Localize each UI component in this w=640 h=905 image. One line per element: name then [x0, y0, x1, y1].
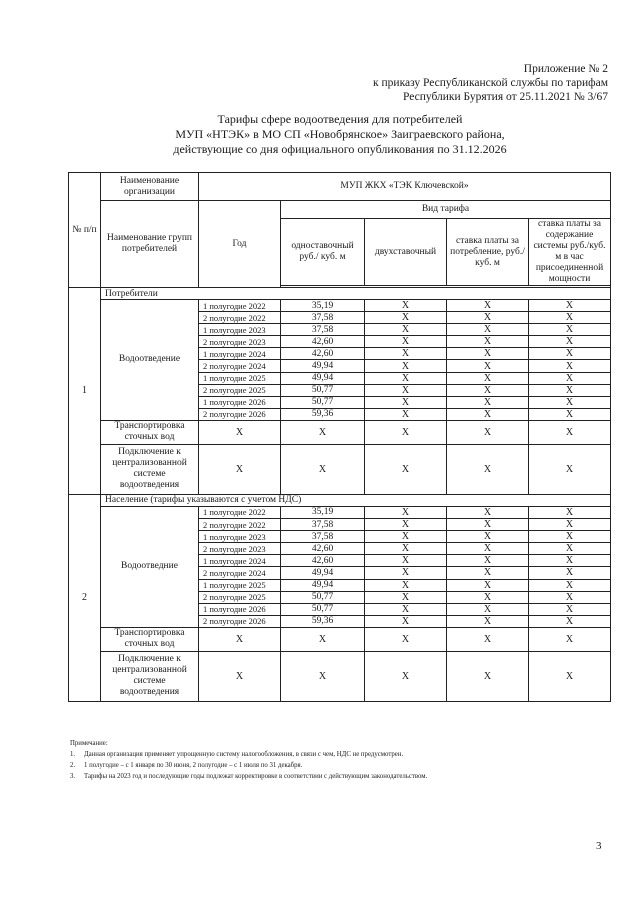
connection-label: Подключение к централизованной системе водоотведения — [101, 651, 199, 701]
single-rate-cell: 42,60 — [281, 336, 365, 348]
single-rate-cell: 35,19 — [281, 300, 365, 312]
rate-capacity-cell: X — [529, 543, 611, 555]
period-cell: 2 полугодие 2026 — [199, 615, 281, 627]
rate-capacity-cell: X — [529, 506, 611, 518]
period-cell: 1 полугодие 2025 — [199, 579, 281, 591]
double-rate-cell: X — [365, 384, 447, 396]
transport-row — [69, 420, 611, 444]
connection-cap-cell: X — [529, 651, 611, 701]
note-item: 1. Данная организация применяет упрощенную систему налогообложения, в связи с чем, НДС не предусмотрен. — [70, 751, 404, 758]
section-label-row — [69, 494, 611, 506]
rate-capacity-cell: X — [529, 300, 611, 312]
rate-consumption-cell: X — [447, 348, 529, 360]
rate-consumption-cell: X — [447, 603, 529, 615]
rate-capacity-cell: X — [529, 531, 611, 543]
rate-capacity-cell: X — [529, 360, 611, 372]
section-number: 1 — [69, 288, 101, 495]
transport-single-cell: X — [281, 627, 365, 651]
transport-cons-cell: X — [447, 420, 529, 444]
double-rate-cell: X — [365, 336, 447, 348]
rate-consumption-cell: X — [447, 384, 529, 396]
rate-consumption-cell: X — [447, 555, 529, 567]
period-cell: 1 полугодие 2026 — [199, 396, 281, 408]
rate-consumption-cell: X — [447, 506, 529, 518]
title-line-3: действующие со дня официального опубликования по 31.12.2026 — [173, 142, 507, 156]
single-rate-cell: 42,60 — [281, 543, 365, 555]
rate-capacity-cell: X — [529, 579, 611, 591]
double-rate-cell: X — [365, 300, 447, 312]
transport-year-cell: X — [199, 420, 281, 444]
double-rate-cell: X — [365, 603, 447, 615]
title-line-1: Тарифы сфере водоотведения для потребителей — [217, 112, 463, 126]
note-item: 2. 1 полугодие – с 1 января по 30 июня, 2 полугодие – с 1 июля по 31 декабря. — [70, 762, 303, 769]
double-rate-cell: X — [365, 615, 447, 627]
period-cell: 2 полугодие 2024 — [199, 567, 281, 579]
double-rate-cell: X — [365, 543, 447, 555]
rate-consumption-cell: X — [447, 312, 529, 324]
double-rate-cell: X — [365, 567, 447, 579]
rate-capacity-cell: X — [529, 384, 611, 396]
single-rate-cell: 50,77 — [281, 396, 365, 408]
single-rate-cell: 37,58 — [281, 531, 365, 543]
period-cell: 2 полугодие 2022 — [199, 312, 281, 324]
organization-name: МУП ЖКХ «ТЭК Ключевской» — [199, 173, 611, 201]
connection-double-cell: X — [365, 444, 447, 494]
connection-single-cell: X — [281, 651, 365, 701]
double-rate-cell: X — [365, 519, 447, 531]
service-name: Водоотведение — [101, 300, 199, 421]
rate-consumption-cell: X — [447, 408, 529, 420]
appendix-line-2: к приказу Республиканской службы по тарифам — [373, 77, 608, 89]
header-double-rate: двухставочный — [365, 219, 447, 286]
appendix-line-3: Республики Бурятия от 25.11.2021 № 3/67 — [402, 91, 608, 103]
period-cell: 2 полугодие 2025 — [199, 591, 281, 603]
header-rate-capacity: ставка платы за содержание системы руб./куб. м в час присоединенной мощности — [529, 219, 611, 286]
appendix-line-1: Приложение № 2 — [523, 63, 608, 75]
transport-label: Транспортировка сточных вод — [101, 627, 199, 651]
double-rate-cell: X — [365, 408, 447, 420]
period-cell: 2 полугодие 2023 — [199, 336, 281, 348]
period-cell: 2 полугодие 2022 — [199, 519, 281, 531]
single-rate-cell: 59,36 — [281, 408, 365, 420]
double-rate-cell: X — [365, 348, 447, 360]
single-rate-cell: 37,58 — [281, 312, 365, 324]
double-rate-cell: X — [365, 324, 447, 336]
rate-consumption-cell: X — [447, 567, 529, 579]
title-line-2: МУП «НТЭК» в МО СП «Новобрянское» Заиграевского района, — [175, 127, 505, 141]
appendix-header — [288, 62, 608, 104]
tariff-table — [68, 172, 611, 702]
rate-consumption-cell: X — [447, 372, 529, 384]
rate-capacity-cell: X — [529, 408, 611, 420]
header-consumer-groups: Наименование групп потребителей — [101, 201, 199, 288]
connection-cons-cell: X — [447, 651, 529, 701]
single-rate-cell: 49,94 — [281, 372, 365, 384]
rate-capacity-cell: X — [529, 555, 611, 567]
period-cell: 1 полугодие 2025 — [199, 372, 281, 384]
double-rate-cell: X — [365, 506, 447, 518]
transport-cap-cell: X — [529, 420, 611, 444]
single-rate-cell: 49,94 — [281, 360, 365, 372]
section-label-row — [69, 288, 611, 300]
rate-consumption-cell: X — [447, 531, 529, 543]
header-number: № п/п — [69, 173, 101, 288]
table-row — [69, 506, 611, 518]
double-rate-cell: X — [365, 312, 447, 324]
rate-consumption-cell: X — [447, 591, 529, 603]
rate-capacity-cell: X — [529, 567, 611, 579]
rate-capacity-cell: X — [529, 324, 611, 336]
period-cell: 1 полугодие 2024 — [199, 555, 281, 567]
transport-label: Транспортировка сточных вод — [101, 420, 199, 444]
rate-consumption-cell: X — [447, 300, 529, 312]
rate-consumption-cell: X — [447, 360, 529, 372]
notes — [70, 738, 610, 782]
period-cell: 2 полугодие 2025 — [199, 384, 281, 396]
notes-heading: Примечание: — [70, 740, 108, 747]
connection-cap-cell: X — [529, 444, 611, 494]
period-cell: 1 полугодие 2024 — [199, 348, 281, 360]
connection-year-cell: X — [199, 444, 281, 494]
rate-capacity-cell: X — [529, 312, 611, 324]
double-rate-cell: X — [365, 372, 447, 384]
period-cell: 1 полугодие 2023 — [199, 531, 281, 543]
double-rate-cell: X — [365, 360, 447, 372]
connection-double-cell: X — [365, 651, 447, 701]
single-rate-cell: 50,77 — [281, 591, 365, 603]
single-rate-cell: 35,19 — [281, 506, 365, 518]
page-number: 3 — [596, 840, 602, 852]
period-cell: 1 полугодие 2023 — [199, 324, 281, 336]
rate-consumption-cell: X — [447, 519, 529, 531]
transport-double-cell: X — [365, 627, 447, 651]
connection-row — [69, 651, 611, 701]
period-cell: 2 полугодие 2024 — [199, 360, 281, 372]
connection-row — [69, 444, 611, 494]
period-cell: 1 полугодие 2022 — [199, 300, 281, 312]
section-number: 2 — [69, 494, 101, 701]
single-rate-cell: 37,58 — [281, 519, 365, 531]
rate-capacity-cell: X — [529, 348, 611, 360]
single-rate-cell: 42,60 — [281, 555, 365, 567]
double-rate-cell: X — [365, 591, 447, 603]
rate-consumption-cell: X — [447, 336, 529, 348]
section-label: Потребители — [101, 288, 611, 300]
transport-double-cell: X — [365, 420, 447, 444]
period-cell: 2 полугодие 2023 — [199, 543, 281, 555]
single-rate-cell: 42,60 — [281, 348, 365, 360]
connection-single-cell: X — [281, 444, 365, 494]
rate-consumption-cell: X — [447, 615, 529, 627]
period-cell: 1 полугодие 2026 — [199, 603, 281, 615]
header-single-rate: одноставочный руб./ куб. м — [281, 219, 365, 286]
document-title — [150, 112, 530, 157]
single-rate-cell: 37,58 — [281, 324, 365, 336]
service-name: Водоотведние — [101, 506, 199, 627]
transport-year-cell: X — [199, 627, 281, 651]
transport-row — [69, 627, 611, 651]
single-rate-cell: 50,77 — [281, 603, 365, 615]
section-label: Население (тарифы указываются с учетом НДС) — [101, 494, 611, 506]
rate-capacity-cell: X — [529, 519, 611, 531]
header-tariff-type: Вид тарифа — [281, 201, 611, 219]
rate-capacity-cell: X — [529, 372, 611, 384]
rate-consumption-cell: X — [447, 579, 529, 591]
transport-single-cell: X — [281, 420, 365, 444]
transport-cons-cell: X — [447, 627, 529, 651]
period-cell: 1 полугодие 2022 — [199, 506, 281, 518]
double-rate-cell: X — [365, 396, 447, 408]
single-rate-cell: 49,94 — [281, 579, 365, 591]
table-row — [69, 300, 611, 312]
rate-capacity-cell: X — [529, 603, 611, 615]
rate-capacity-cell: X — [529, 396, 611, 408]
single-rate-cell: 50,77 — [281, 384, 365, 396]
header-organization: Наименование организации — [101, 173, 199, 201]
double-rate-cell: X — [365, 579, 447, 591]
note-item: 3. Тарифы на 2023 год и последующие годы подлежат корректировке в соответствии с действующим законодательством. — [70, 773, 428, 780]
connection-year-cell: X — [199, 651, 281, 701]
single-rate-cell: 49,94 — [281, 567, 365, 579]
rate-consumption-cell: X — [447, 396, 529, 408]
header-year: Год — [199, 201, 281, 288]
transport-cap-cell: X — [529, 627, 611, 651]
rate-capacity-cell: X — [529, 615, 611, 627]
rate-consumption-cell: X — [447, 324, 529, 336]
rate-capacity-cell: X — [529, 591, 611, 603]
header-rate-consumption: ставка платы за потребление, руб./ куб. м — [447, 219, 529, 286]
connection-cons-cell: X — [447, 444, 529, 494]
double-rate-cell: X — [365, 555, 447, 567]
rate-consumption-cell: X — [447, 543, 529, 555]
single-rate-cell: 59,36 — [281, 615, 365, 627]
double-rate-cell: X — [365, 531, 447, 543]
period-cell: 2 полугодие 2026 — [199, 408, 281, 420]
connection-label: Подключение к централизованной системе водоотведения — [101, 444, 199, 494]
rate-capacity-cell: X — [529, 336, 611, 348]
